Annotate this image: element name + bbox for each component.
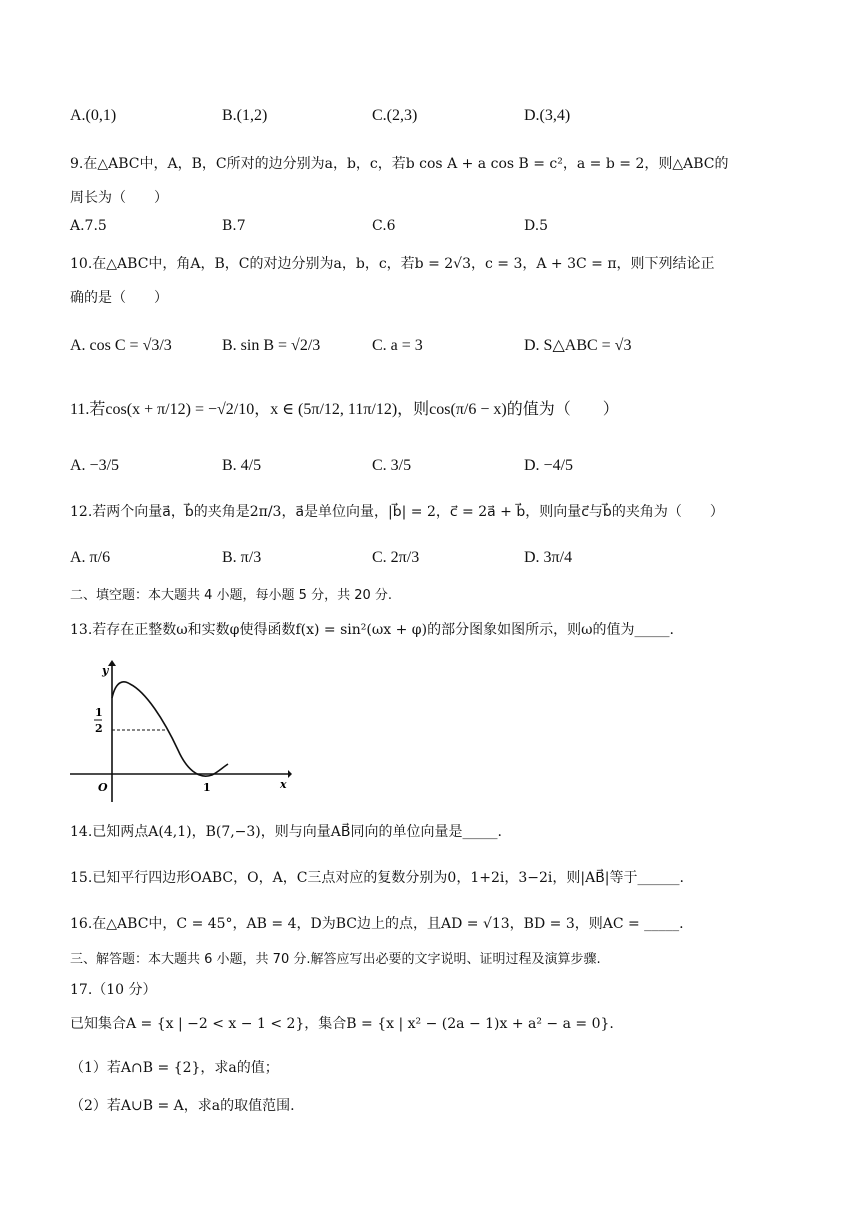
option-d: D. −4/5 — [524, 457, 574, 474]
q11-options — [70, 456, 770, 496]
y-axis-label: y — [102, 664, 109, 677]
option-b: B. sin B = √2/3 — [222, 337, 321, 354]
q14-stem: 14.已知两点A(4,1)，B(7,−3)，则与向量AB⃗同向的单位向量是_____. — [70, 824, 502, 840]
option-b: B.7 — [222, 218, 246, 234]
q13-stem: 13.若存在正整数ω和实数φ使得函数f(x) = sin²(ωx + φ)的部分图象如图所示，则ω的值为_____. — [70, 622, 674, 638]
q15-stem: 15.已知平行四边形OABC，O，A，C三点对应的复数分别为0，1+2i，3−2i，则|AB⃗|等于______. — [70, 870, 684, 886]
function-graph — [66, 658, 292, 804]
q16-stem: 16.在△ABC中，C = 45°，AB = 4，D为BC边上的点，且AD = √13，BD = 3，则AC = _____. — [70, 916, 684, 932]
q17-part1: （1）若A∩B = {2}，求a的值； — [70, 1060, 279, 1076]
q12-options — [70, 548, 770, 588]
option-b: B. 4/5 — [222, 457, 262, 474]
option-a: A. cos C = √3/3 — [70, 337, 172, 354]
option-b: B. π/3 — [222, 549, 262, 566]
option-a: A.7.5 — [70, 218, 107, 234]
q10-options — [70, 336, 770, 376]
half-denominator: 2 — [95, 722, 103, 735]
sine-squared-curve — [112, 682, 228, 776]
q10-stem-cont: 确的是（ ） — [70, 290, 168, 306]
q10-stem: 10.在△ABC中，角A，B，C的对边分别为a，b，c，若b = 2√3，c = 3，A + 3C = π，则下列结论正 — [70, 256, 715, 272]
option-c: C. 2π/3 — [372, 549, 420, 566]
option-c: C.6 — [372, 218, 396, 234]
option-c: C. a = 3 — [372, 337, 423, 354]
q17-part2: （2）若A∪B = A，求a的取值范围. — [70, 1098, 295, 1114]
option-a: A. π/6 — [70, 549, 111, 566]
option-d: D. S△ABC = √3 — [524, 337, 632, 354]
x-axis-arrow — [288, 770, 292, 778]
q9-stem-cont: 周长为（ ） — [70, 190, 168, 206]
option-d: D. 3π/4 — [524, 549, 573, 566]
q17-heading: 17.（10 分） — [70, 982, 157, 998]
x-axis-label: x — [280, 778, 287, 791]
option-a: A.(0,1) — [70, 107, 117, 124]
q11-stem: 11.若cos(x + π/12) = −√2/10，x ∈ (5π/12, 11π/12)，则cos(π/6 − x)的值为（ ） — [70, 401, 619, 418]
option-d: D.5 — [524, 218, 549, 234]
origin-label: O — [98, 781, 108, 794]
option-a: A. −3/5 — [70, 457, 120, 474]
option-b: B.(1,2) — [222, 107, 268, 124]
half-numerator: 1 — [95, 706, 103, 719]
section-fill-blank-heading: 二、填空题：本大题共 4 小题，每小题 5 分，共 20 分. — [70, 588, 393, 603]
q17-stem: 已知集合A = {x | −2 < x − 1 < 2}，集合B = {x | x² − (2a − 1)x + a² − a = 0}. — [70, 1016, 614, 1032]
q8-options — [70, 106, 770, 146]
option-c: C.(2,3) — [372, 107, 418, 124]
y-axis-arrow — [108, 660, 116, 666]
section-solution-heading: 三、解答题：本大题共 6 小题，共 70 分.解答应写出必要的文字说明、证明过程及演算步骤. — [70, 952, 601, 967]
option-c: C. 3/5 — [372, 457, 412, 474]
q9-stem: 9.在△ABC中，A，B，C所对的边分别为a，b，c，若b cos A + a cos B = c²，a = b = 2，则△ABC的 — [70, 156, 729, 172]
option-d: D.(3,4) — [524, 107, 571, 124]
x-tick-one: 1 — [203, 781, 211, 794]
q12-stem: 12.若两个向量a⃗，b⃗的夹角是2π/3，a⃗是单位向量，|b⃗| = 2，c⃗ = 2a⃗ + b⃗，则向量c⃗与b⃗的夹角为（ ） — [70, 504, 724, 520]
q9-options — [70, 216, 770, 256]
